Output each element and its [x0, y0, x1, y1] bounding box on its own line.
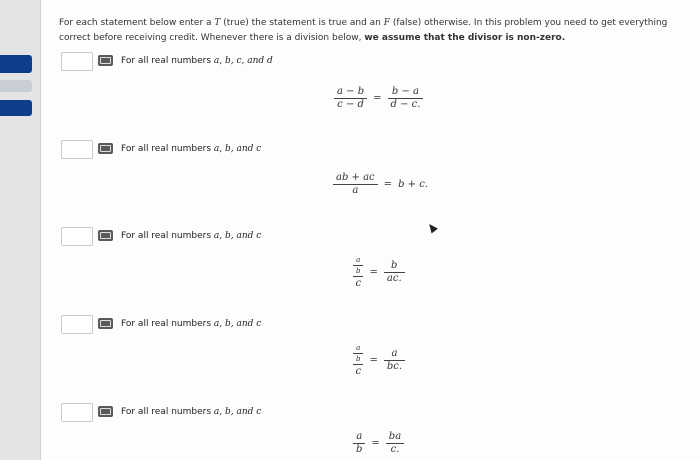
keyboard-icon	[100, 57, 111, 64]
problem-card	[40, 0, 700, 460]
keyboard-icon	[100, 145, 111, 152]
equation-4: $\frac{a}{b}$ c = $\frac{a}{bc.}$	[353, 344, 405, 378]
sidebar-tab-active[interactable]	[0, 100, 32, 116]
question-label-5: For all real numbers a, b, and c	[121, 407, 262, 417]
equation-2: $\frac{ab + ac}{a}$ = b + c.	[333, 172, 428, 197]
question-label-1: For all real numbers a, b, c, and d	[121, 56, 273, 66]
preview-button-1[interactable]	[98, 55, 113, 66]
question-label-4: For all real numbers a, b, and c	[121, 319, 262, 329]
preview-button-2[interactable]	[98, 143, 113, 154]
answer-input-3[interactable]	[61, 227, 93, 246]
equation-1: $\frac{a - b}{c - d}$ = $\frac{b - a}{d - c.}$	[334, 86, 423, 111]
answer-input-5[interactable]	[61, 403, 93, 422]
keyboard-icon	[100, 320, 111, 327]
keyboard-icon	[100, 232, 111, 239]
question-label-2: For all real numbers a, b, and c	[121, 144, 262, 154]
keyboard-icon	[100, 408, 111, 415]
sidebar-tab[interactable]	[0, 80, 32, 92]
answer-input-2[interactable]	[61, 140, 93, 159]
answer-input-4[interactable]	[61, 315, 93, 334]
preview-button-3[interactable]	[98, 230, 113, 241]
instructions: For each statement below enter a T (true) the statement is true and an F (false) otherwise. In this problem you need to get everything correct before receiving credit. Whenever there is a division below, we assume that the divisor is non-zero.	[59, 18, 668, 43]
question-label-3: For all real numbers a, b, and c	[121, 231, 262, 241]
sidebar-tab-active[interactable]	[0, 55, 32, 73]
preview-button-4[interactable]	[98, 318, 113, 329]
equation-5: $\frac{a}{b}$ = $\frac{ba}{c.}$	[353, 431, 404, 456]
preview-button-5[interactable]	[98, 406, 113, 417]
equation-3: $\frac{a}{b}$ c = $\frac{b}{ac.}$	[353, 256, 405, 290]
answer-input-1[interactable]	[61, 52, 93, 71]
